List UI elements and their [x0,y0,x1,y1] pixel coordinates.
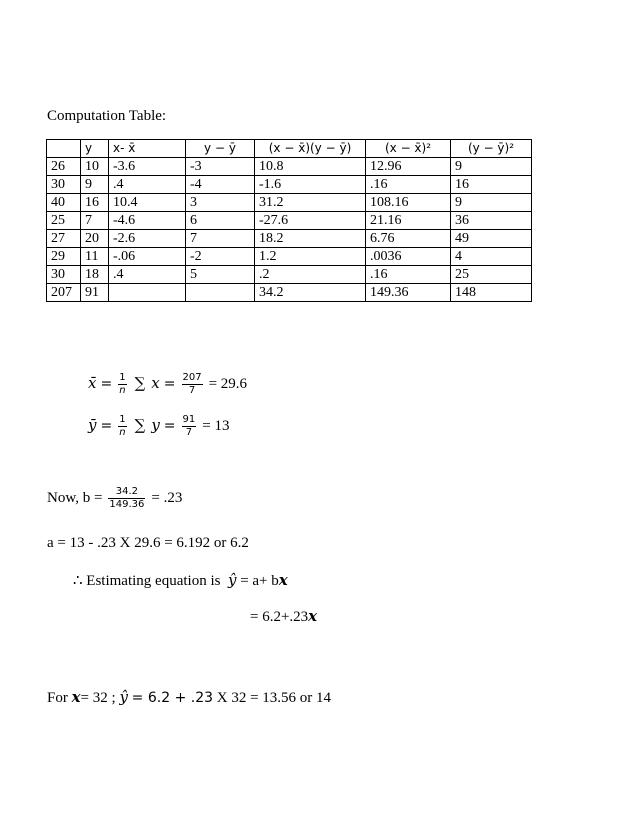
cell-x: 25 [47,212,81,230]
cell-y: 16 [81,194,109,212]
cell-y: 18 [81,266,109,284]
cell-y: 7 [81,212,109,230]
xbar-equals-2: = [163,376,176,393]
cell-y-dev [186,284,255,302]
cell-y: 11 [81,248,109,266]
cell-x: 27 [47,230,81,248]
ybar-formula [88,414,229,439]
cell-y: 91 [81,284,109,302]
cell-x-dev: -.06 [109,248,186,266]
cell-y: 20 [81,230,109,248]
cell-product: .2 [255,266,366,284]
estimating-eq: = a+ b [240,573,279,589]
cell-x-dev-sq: .16 [366,176,451,194]
cell-x: 40 [47,194,81,212]
cell-y-dev: 5 [186,266,255,284]
cell-x: 26 [47,158,81,176]
estimating-x: x [278,571,288,589]
table-header-row [47,140,532,158]
ybar-one-over-n: $\frac{1}{n}$ [119,414,126,438]
therefore-symbol: ∴ [73,573,83,589]
b-result: = .23 [151,490,183,507]
cell-y-dev-sq: 9 [451,194,532,212]
cell-x-dev: 10.4 [109,194,186,212]
cell-y-dev-sq: 49 [451,230,532,248]
cell-y: 10 [81,158,109,176]
estimating2-x: x [308,607,318,625]
cell-product: -1.6 [255,176,366,194]
header-x-dev: x- x̄ [109,140,186,158]
cell-x-dev: .4 [109,266,186,284]
ybar-symbol: ȳ [88,416,97,435]
for-formula: = 6.2 + .23 [131,690,214,706]
cell-x-dev [109,284,186,302]
cell-y-dev-sq: 148 [451,284,532,302]
xbar-result: = 29.6 [208,376,248,393]
cell-x-dev-sq: 149.36 [366,284,451,302]
cell-product: 18.2 [255,230,366,248]
cell-y-dev-sq: 16 [451,176,532,194]
cell-x-dev-sq: 6.76 [366,230,451,248]
cell-x-dev: -3.6 [109,158,186,176]
xbar-formula [88,372,247,397]
estimating-equation-2 [250,607,317,626]
cell-x: 30 [47,266,81,284]
table-row [47,212,532,230]
cell-product: 34.2 [255,284,366,302]
cell-y-dev-sq: 9 [451,158,532,176]
cell-y-dev-sq: 36 [451,212,532,230]
xbar-one-over-n: $\frac{1}{n}$ [119,372,126,396]
estimating-equation [73,571,288,590]
estimating-text: Estimating equation is [86,573,221,589]
header-y-dev: y − ȳ [186,140,255,158]
cell-x: 30 [47,176,81,194]
for-rest: X 32 = 13.56 or 14 [216,690,332,706]
table-row [47,194,532,212]
table-row [47,266,532,284]
ybar-var: y [151,416,160,435]
estimating2-text: = 6.2+.23 [250,609,309,625]
cell-product: -27.6 [255,212,366,230]
b-fraction: $\frac{34.2}{149.36}$ [109,486,145,510]
table-row [47,230,532,248]
prediction-line [47,688,331,707]
b-formula [47,486,182,511]
cell-x-dev: -4.6 [109,212,186,230]
for-prefix: For [47,690,68,706]
cell-x: 29 [47,248,81,266]
for-yhat: ŷ [119,688,128,706]
cell-product: 1.2 [255,248,366,266]
cell-x-dev-sq: .0036 [366,248,451,266]
cell-x-dev-sq: 21.16 [366,212,451,230]
ybar-equals-2: = [163,418,176,435]
ybar-sigma: ∑ [134,416,146,435]
cell-y-dev: 6 [186,212,255,230]
for-eq32: = 32 ; [80,690,116,706]
xbar-fraction: $\frac{207}{7}$ [182,372,202,396]
ybar-equals: = [100,418,113,435]
xbar-equals: = [100,376,113,393]
cell-y-dev: -2 [186,248,255,266]
cell-y-dev-sq: 4 [451,248,532,266]
header-product: (x − x̄)(y − ȳ) [255,140,366,158]
estimating-yhat: ŷ [227,571,237,589]
cell-y-dev: 3 [186,194,255,212]
cell-x-dev: -2.6 [109,230,186,248]
cell-product: 31.2 [255,194,366,212]
header-y: y [81,140,109,158]
table-total-row [47,284,532,302]
ybar-result: = 13 [202,418,230,435]
a-formula: a = 13 - .23 X 29.6 = 6.192 or 6.2 [47,535,249,551]
table-row [47,176,532,194]
cell-y-dev-sq: 25 [451,266,532,284]
header-x-dev-sq: (x − x̄)² [366,140,451,158]
cell-y-dev: -3 [186,158,255,176]
cell-x-dev-sq: 108.16 [366,194,451,212]
cell-product: 10.8 [255,158,366,176]
cell-y-dev: -4 [186,176,255,194]
cell-y: 9 [81,176,109,194]
header-x [47,140,81,158]
header-y-dev-sq: (y − ȳ)² [451,140,532,158]
table-row [47,248,532,266]
b-prefix: Now, b = [47,490,103,507]
cell-y-dev: 7 [186,230,255,248]
xbar-var: x [151,374,160,393]
ybar-fraction: $\frac{91}{7}$ [182,414,196,438]
table-row [47,158,532,176]
computation-table [46,139,532,302]
cell-x: 207 [47,284,81,302]
xbar-sigma: ∑ [134,374,146,393]
page-heading: Computation Table: [47,108,167,124]
cell-x-dev-sq: .16 [366,266,451,284]
cell-x-dev-sq: 12.96 [366,158,451,176]
for-x: x [71,688,81,706]
xbar-symbol: x̄ [88,374,97,393]
cell-x-dev: .4 [109,176,186,194]
